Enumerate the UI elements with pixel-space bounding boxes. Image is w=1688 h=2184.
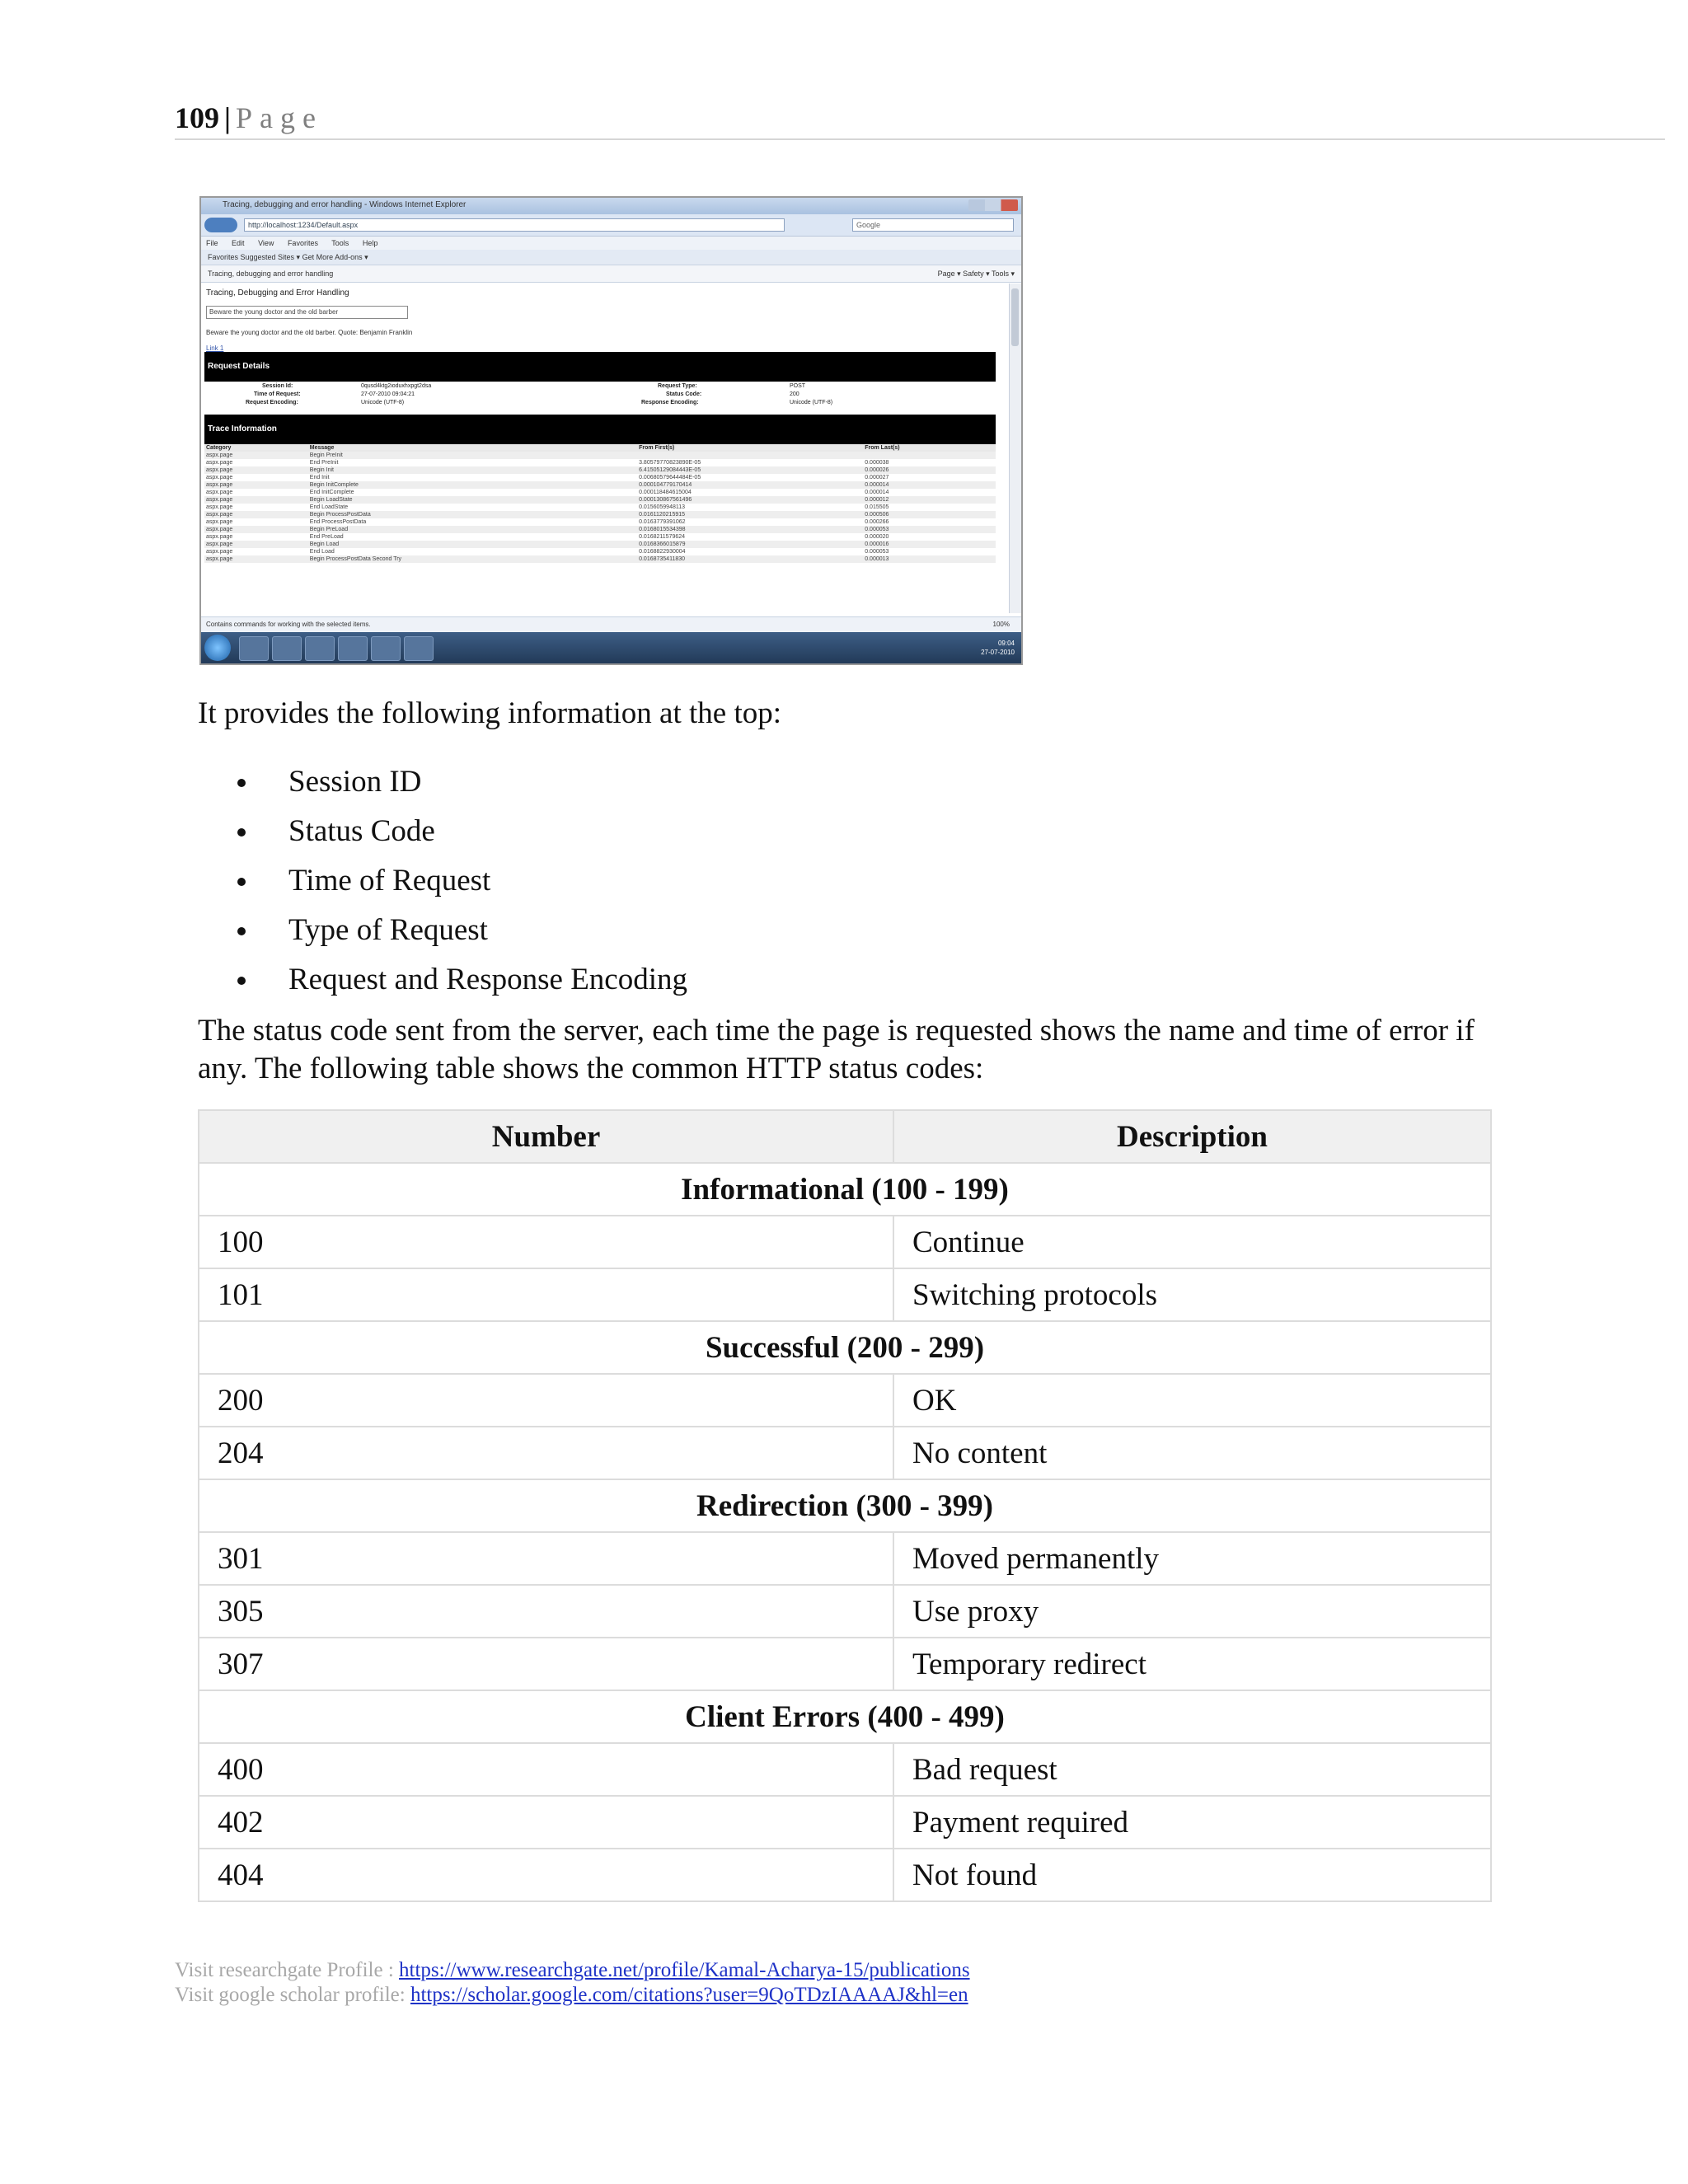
trace-category: aspx.page — [206, 475, 233, 480]
status-number: 400 — [199, 1743, 893, 1796]
scholar-label: Visit google scholar profile: — [175, 1984, 410, 2006]
status-code-paragraph: The status code sent from the server, each time the page is requested shows the name and time of error if any. The following table shows the common HTTP status codes: — [198, 1014, 1475, 1085]
trace-category: aspx.page — [206, 504, 233, 510]
window-title: Tracing, debugging and error handling - Windows Internet Explorer — [223, 200, 467, 209]
status-description: Switching protocols — [893, 1268, 1491, 1321]
bullet-text: Time of Request — [288, 864, 491, 898]
trace-from-first: 0.0168822930004 — [639, 549, 686, 555]
trace-category: aspx.page — [206, 519, 233, 525]
rd-session-value: 0qusd4ktg2ioduxhxpgt2dsa — [361, 383, 432, 389]
trace-message: Begin Load — [308, 541, 637, 548]
group-label: Redirection (300 - 399) — [199, 1479, 1491, 1532]
trace-message: Begin PreInit — [308, 452, 637, 459]
info-bullet-list — [237, 762, 687, 1010]
bullet-text: Request and Response Encoding — [288, 963, 687, 996]
group-row — [199, 1163, 1491, 1216]
trace-category: aspx.page — [204, 452, 308, 459]
trace-category: aspx.page — [204, 496, 308, 504]
trace-from-first: 0.0168735411830 — [637, 555, 863, 563]
bullet-icon — [237, 977, 246, 985]
trace-from-first — [637, 452, 863, 459]
windows-taskbar — [201, 632, 1021, 663]
status-description: Use proxy — [893, 1585, 1491, 1638]
header-separator: | — [224, 101, 231, 134]
trace-message: Begin ProcessPostData Second Try — [308, 555, 637, 563]
rd-encoding-label: Request Encoding: — [246, 400, 298, 405]
scholar-link[interactable]: https://scholar.google.com/citations?user=9QoTDzIAAAAJ&hl=en — [410, 1984, 968, 2006]
group-label: Client Errors (400 - 499) — [199, 1690, 1491, 1743]
trace-rows — [204, 452, 996, 563]
trace-header-from-first: From First(s) — [637, 444, 863, 452]
trace-from-first: 6.41505129084443E-05 — [637, 466, 863, 474]
trace-from-first: 0.0168366015879 — [637, 541, 863, 548]
status-number: 404 — [199, 1849, 893, 1901]
bullet-icon — [237, 779, 246, 787]
scrollbar-thumb — [1011, 288, 1019, 346]
researchgate-label: Visit researchgate Profile : — [175, 1959, 400, 1981]
taskbar-app-icon — [305, 636, 335, 661]
trace-category: aspx.page — [204, 555, 308, 563]
trace-category: aspx.page — [206, 534, 233, 540]
bullet-icon — [237, 878, 246, 886]
intro-text: It provides the following information at the top: — [198, 696, 782, 730]
status-description: Moved permanently — [893, 1532, 1491, 1585]
status-number: 402 — [199, 1796, 893, 1849]
table-row — [204, 489, 996, 496]
browser-tools: Page ▾ Safety ▾ Tools ▾ — [937, 269, 1015, 278]
embedded-browser-screenshot — [199, 196, 1023, 665]
embedded-page-heading: Tracing, Debugging and Error Handling — [206, 288, 349, 298]
taskbar-folder-icon — [272, 636, 302, 661]
rd-time-value: 27-07-2010 09:04:21 — [361, 391, 415, 397]
status-description: OK — [893, 1374, 1491, 1427]
favorites-bar: Favorites Suggested Sites ▾ Get More Add-ons ▾ — [201, 250, 1021, 265]
trace-category: aspx.page — [204, 511, 308, 518]
table-row — [199, 1849, 1491, 1901]
trace-from-first: 0.0156059948113 — [639, 504, 686, 510]
rd-status-label: Status Code: — [666, 391, 702, 397]
address-bar — [201, 214, 1021, 237]
trace-category: aspx.page — [204, 466, 308, 474]
table-row — [199, 1374, 1491, 1427]
trace-message: End Load — [309, 549, 335, 555]
embedded-link: Link 1 — [206, 344, 224, 352]
trace-from-first: 0.0161120215915 — [637, 511, 863, 518]
menu-view: View — [258, 239, 274, 247]
table-row — [199, 1638, 1491, 1690]
back-forward-icon — [204, 218, 237, 232]
list-item — [237, 960, 687, 1010]
trace-from-last: 0.000014 — [865, 490, 889, 495]
trace-from-first: 0.00680579644484E-05 — [639, 475, 701, 480]
start-button-icon — [204, 635, 231, 661]
embedded-quote: Beware the young doctor and the old barber. Quote: Benjamin Franklin — [206, 329, 413, 336]
taskbar-paint-icon — [371, 636, 401, 661]
bullet-icon — [237, 828, 246, 837]
header-number: Number — [199, 1110, 893, 1163]
table-row — [204, 496, 996, 504]
trace-message: Begin PreLoad — [308, 526, 637, 533]
status-bar-text: Contains commands for working with the selected items. — [206, 621, 371, 628]
trace-message: Begin InitComplete — [308, 481, 637, 489]
list-item — [237, 861, 687, 911]
trace-message: Begin Init — [308, 466, 637, 474]
status-number: 204 — [199, 1427, 893, 1479]
clock-date: 27-07-2010 — [981, 649, 1015, 656]
trace-from-first: 0.0168015534398 — [637, 526, 863, 533]
rd-status-value: 200 — [790, 391, 799, 397]
browser-content — [204, 284, 1004, 613]
header-description: Description — [893, 1110, 1491, 1163]
list-item — [237, 812, 687, 861]
trace-message: Begin ProcessPostData — [308, 511, 637, 518]
trace-from-last: 0.000053 — [863, 526, 996, 533]
trace-message: End PreLoad — [309, 534, 344, 540]
table-row — [199, 1796, 1491, 1849]
request-details-title: Request Details — [204, 352, 996, 382]
table-row — [204, 474, 996, 481]
browser-titlebar — [201, 198, 1021, 214]
browser-tab-title: Tracing, debugging and error handling — [208, 269, 334, 278]
status-number: 301 — [199, 1532, 893, 1585]
trace-from-last: 0.000027 — [865, 475, 889, 480]
menu-help: Help — [362, 239, 378, 247]
table-row — [204, 555, 996, 563]
rd-type-label: Request Type: — [658, 383, 697, 389]
status-number: 100 — [199, 1216, 893, 1268]
table-row — [204, 511, 996, 518]
list-item — [237, 762, 687, 812]
trace-message: End InitComplete — [309, 490, 354, 495]
taskbar-clock — [981, 639, 1015, 657]
list-item — [237, 911, 687, 960]
trace-message: Begin LoadState — [308, 496, 637, 504]
table-row — [199, 1585, 1491, 1638]
trace-from-last: 0.000038 — [865, 460, 889, 466]
table-row — [204, 541, 996, 548]
table-row — [204, 466, 996, 474]
rd-time-label: Time of Request: — [254, 391, 301, 397]
trace-from-last: 0.000053 — [865, 549, 889, 555]
browser-search-field: Google — [852, 218, 1014, 232]
trace-from-first: 0.0163779391062 — [639, 519, 686, 525]
menu-edit: Edit — [232, 239, 245, 247]
trace-from-first: 0.000118484615004 — [639, 490, 692, 495]
menu-favorites: Favorites — [287, 239, 318, 247]
table-row — [204, 452, 996, 459]
rd-encoding-value: Unicode (UTF-8) — [361, 400, 405, 405]
trace-from-last: 0.000013 — [863, 555, 996, 563]
group-row — [199, 1690, 1491, 1743]
trace-category: aspx.page — [206, 460, 233, 466]
trace-from-first: 0.000130867561496 — [637, 496, 863, 504]
table-row — [199, 1427, 1491, 1479]
rd-resp-encoding-value: Unicode (UTF-8) — [790, 400, 833, 405]
browser-status-bar — [201, 616, 1023, 632]
trace-from-first: 0.0168211579624 — [639, 534, 686, 540]
status-description: Temporary redirect — [893, 1638, 1491, 1690]
trace-from-last: 0.000016 — [863, 541, 996, 548]
trace-category: aspx.page — [204, 526, 308, 533]
clock-time: 09:04 — [997, 640, 1015, 647]
bullet-text: Session ID — [288, 765, 422, 799]
trace-header-message: Message — [308, 444, 637, 452]
table-row — [199, 1532, 1491, 1585]
table-row — [204, 526, 996, 533]
rd-resp-encoding-label: Response Encoding: — [641, 400, 699, 405]
table-row — [204, 481, 996, 489]
page-header — [175, 97, 1665, 140]
rd-session-label: Session Id: — [262, 383, 293, 389]
table-row — [204, 459, 996, 466]
table-header-row — [199, 1110, 1491, 1163]
trace-from-last: 0.000506 — [863, 511, 996, 518]
group-row — [199, 1321, 1491, 1374]
table-row — [204, 518, 996, 526]
group-row — [199, 1479, 1491, 1532]
taskbar-app2-icon — [404, 636, 434, 661]
trace-from-last: 0.000026 — [863, 466, 996, 474]
trace-category: aspx.page — [204, 541, 308, 548]
trace-from-last: 0.015505 — [865, 504, 889, 510]
scholar-line — [175, 1983, 970, 2008]
status-code-rows — [199, 1163, 1491, 1901]
trace-from-last: 0.000014 — [863, 481, 996, 489]
taskbar-ie-icon — [239, 636, 269, 661]
trace-message: End LoadState — [309, 504, 349, 510]
http-status-code-table — [198, 1109, 1492, 1902]
page-number: 109 — [175, 101, 219, 134]
embedded-select: Beware the young doctor and the old barber — [206, 306, 408, 319]
vertical-scrollbar — [1009, 284, 1021, 613]
trace-category: aspx.page — [206, 490, 233, 495]
trace-from-last: 0.000266 — [865, 519, 889, 525]
rd-type-value: POST — [790, 383, 806, 389]
trace-message: End Init — [309, 475, 330, 480]
group-label: Successful (200 - 299) — [199, 1321, 1491, 1374]
trace-category: aspx.page — [204, 481, 308, 489]
browser-menubar — [201, 237, 1021, 250]
status-description: No content — [893, 1427, 1491, 1479]
status-description: Continue — [893, 1216, 1491, 1268]
request-details — [204, 382, 1004, 415]
page-footer — [175, 1958, 970, 2008]
url-field: http://localhost:1234/Default.aspx — [244, 218, 785, 232]
status-description: Bad request — [893, 1743, 1491, 1796]
table-row — [204, 548, 996, 555]
status-number: 200 — [199, 1374, 893, 1427]
table-row — [204, 504, 996, 511]
trace-message: End PreInit — [309, 460, 339, 466]
bullet-text: Status Code — [288, 814, 435, 848]
table-row — [199, 1216, 1491, 1268]
trace-information-title: Trace Information — [204, 415, 996, 444]
trace-from-last: 0.000020 — [865, 534, 889, 540]
bullet-text: Type of Request — [288, 913, 488, 947]
group-label: Informational (100 - 199) — [199, 1163, 1491, 1216]
browser-tab-bar — [201, 265, 1021, 283]
menu-file: File — [206, 239, 218, 247]
zoom-level: 100% — [992, 621, 1010, 628]
window-controls-icon — [968, 199, 1018, 211]
status-number: 307 — [199, 1638, 893, 1690]
trace-table — [204, 444, 996, 563]
status-description: Payment required — [893, 1796, 1491, 1849]
trace-from-first: 0.000104779170414 — [637, 481, 863, 489]
trace-from-first: 3.80579770823890E-05 — [639, 460, 701, 466]
trace-category: aspx.page — [206, 549, 233, 555]
trace-header-category: Category — [204, 444, 308, 452]
taskbar-vs-icon — [338, 636, 368, 661]
table-row — [204, 533, 996, 541]
status-number: 101 — [199, 1268, 893, 1321]
bullet-icon — [237, 927, 246, 935]
researchgate-line — [175, 1958, 970, 1983]
page-word: Page — [235, 101, 323, 134]
trace-message: End ProcessPostData — [309, 519, 367, 525]
trace-header-from-last: From Last(s) — [863, 444, 996, 452]
trace-from-last: 0.000012 — [863, 496, 996, 504]
status-number: 305 — [199, 1585, 893, 1638]
trace-from-last — [863, 452, 996, 459]
status-description: Not found — [893, 1849, 1491, 1901]
researchgate-link[interactable]: https://www.researchgate.net/profile/Kamal-Acharya-15/publications — [399, 1959, 970, 1981]
table-row — [199, 1268, 1491, 1321]
table-row — [199, 1743, 1491, 1796]
menu-tools: Tools — [331, 239, 349, 247]
